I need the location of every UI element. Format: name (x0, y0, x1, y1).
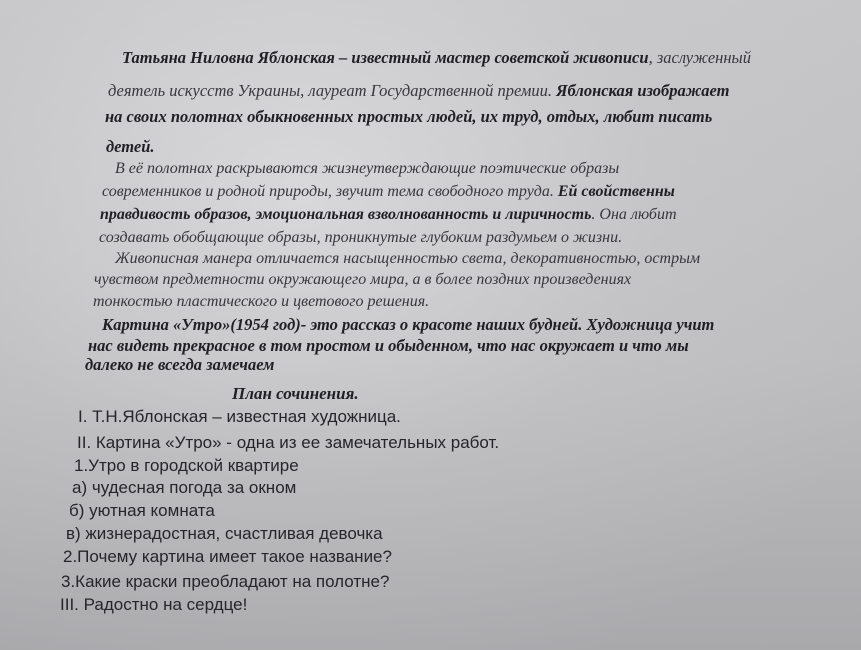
bio-line-2-regular: деятель искусств Украины, лауреат Государственной премии. (108, 81, 553, 100)
bio-line-2 (108, 81, 729, 101)
style-line-3-bold: правдивость образов, эмоциональная взволнованность и лиричность (100, 206, 592, 223)
plan-item: б) уютная комната (69, 501, 215, 520)
bio-line-2-bold: Яблонская изображает (552, 81, 730, 100)
plan-item: 2.Почему картина имеет такое название? (63, 547, 392, 566)
plan-item: I. Т.Н.Яблонская – известная художница. (78, 407, 401, 426)
style-line-3-regular: . Она любит (591, 206, 677, 223)
plan-item: II. Картина «Утро» - одна из ее замечательных работ. (77, 433, 500, 452)
plan-title: План сочинения. (232, 384, 359, 403)
painting-line-3: далеко не всегда замечаем (85, 355, 275, 374)
plan-item: 1.Утро в городской квартире (74, 456, 299, 475)
plan-item: в) жизнерадостная, счастливая девочка (66, 524, 383, 543)
bio-line-4: детей. (106, 137, 155, 156)
bio-line-3: на своих полотнах обыкновенных простых людей, их труд, отдых, любит писать (105, 107, 713, 126)
plan-item: а) чудесная погода за окном (72, 478, 297, 497)
manner-line-2: чувством предметности окружающего мира, а в более поздних произведениях (94, 271, 632, 288)
style-line-2-regular: современников и родной природы, звучит тема свободного труда. (102, 183, 554, 200)
manner-line-3: тонкостью пластического и цветового решения. (93, 293, 430, 310)
plan-item: III. Радостно на сердце! (60, 595, 248, 614)
bio-line-1-regular: , заслуженный (648, 48, 751, 67)
style-line-2 (102, 182, 675, 202)
style-line-4: создавать обобщающие образы, проникнутые глубоким раздумьем о жизни. (99, 229, 623, 246)
style-line-3 (100, 205, 677, 225)
style-line-1: В её полотнах раскрываются жизнеутверждающие поэтические образы (115, 160, 620, 177)
manner-line-1: Живописная манера отличается насыщенностью света, декоративностью, острым (115, 250, 701, 267)
painting-line-2: нас видеть прекрасное в том простом и обыденном, что нас окружает и что мы (88, 336, 689, 355)
bio-line-1-bold: Татьяна Ниловна Яблонская – известный мастер советской живописи (122, 48, 649, 67)
style-line-2-bold: Ей свойственны (553, 183, 675, 200)
painting-line-1: Картина «Утро»(1954 год)- это рассказ о красоте наших будней. Художница учит (102, 315, 715, 334)
plan-item: 3.Какие краски преобладают на полотне? (61, 572, 390, 591)
bio-line-1 (122, 48, 751, 68)
